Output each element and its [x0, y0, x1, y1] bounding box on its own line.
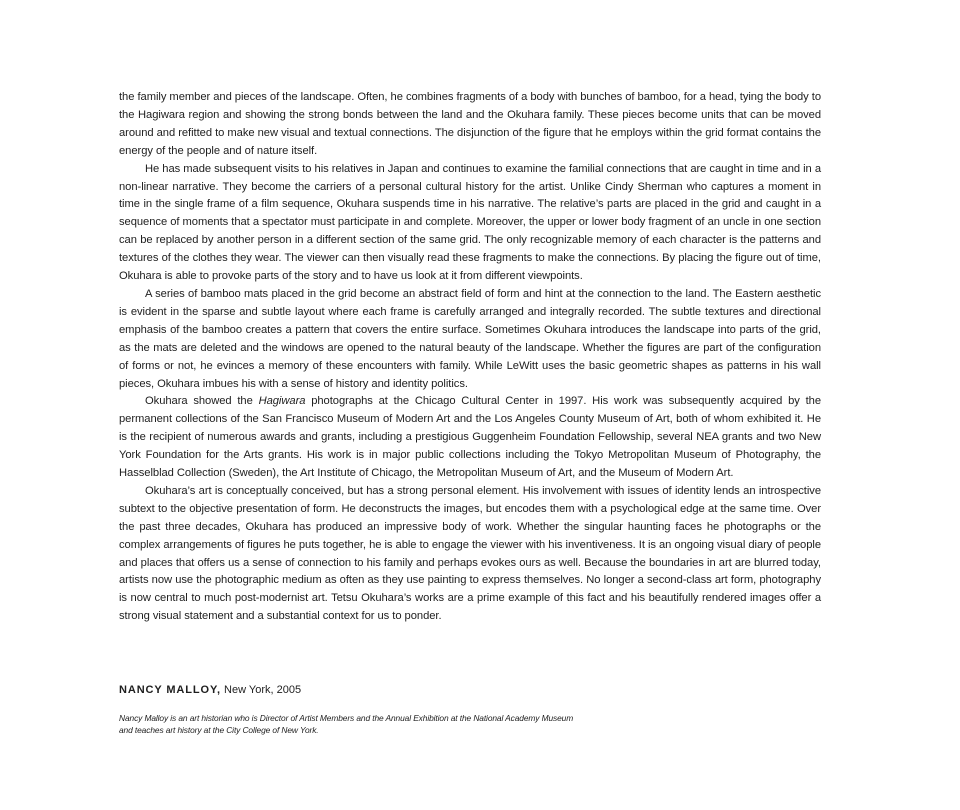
- essay-paragraph: [119, 483, 821, 626]
- essay-text: [119, 89, 821, 626]
- paragraph-text: Okuhara showed the: [145, 395, 259, 408]
- essay-body: [119, 89, 821, 626]
- paragraph-text: photographs at the Chicago Cultural Center in 1997. His work was subsequently acquired by the permanent collections of the San Francisco Museum of Modern Art and the Los Angeles County Museum of Art, both of whom exhibited it. He is the recipient of numerous awards and grants, including a prestigious Guggenheim Foundation Fellowship, several NEA grants and two New York Foundation for the Arts grants. His work is in major public collections including the Tokyo Metropolitan Museum of Photography, the Hasselblad Collection (Sweden), the Art Institute of Chicago, the Metropolitan Museum of Art, and the Museum of Modern Art.: [119, 395, 821, 480]
- essay-paragraph: [119, 393, 821, 483]
- italic-title: Hagiwara: [258, 395, 306, 408]
- place-date: New York, 2005: [220, 684, 302, 696]
- paragraph-text: He has made subsequent visits to his relatives in Japan and continues to examine the familial connections that are caught in time and in a non-linear narrative. They become the carriers of a personal cultural history for the artist. Unlike Cindy Sherman who captures a moment in time in the single frame of a film sequence, Okuhara suspends time in his narrative. The relative’s parts are placed in the grid and caught in a sequence of moments that a spectator must participate in and complete. Moreover, the upper or lower body fragment of an uncle in one section can be replaced by another person in a different section of the same grid. The only recognizable memory of each character is the patterns and textures of the clothes they wear. The viewer can then visually read these fragments to make the connections. By placing the figure out of time, Okuhara is able to provoke parts of the story and to have us look at it from different viewpoints.: [119, 162, 821, 283]
- author-bio: [119, 712, 679, 737]
- essay-paragraph: [119, 286, 821, 393]
- essay-paragraph: [119, 89, 821, 161]
- paragraph-text: Okuhara’s art is conceptually conceived, but has a strong personal element. His involvement with issues of identity lends an introspective subtext to the objective presentation of form. He deconstructs the images, but encodes them with a psychological edge at the same time. Over the past three decades, Okuhara has produced an impressive body of work. Whether the singular haunting faces he photographs or the complex arrangements of figures he puts together, he is able to engage the viewer with his inventiveness. It is an ongoing visual diary of people and places that offers us a sense of connection to his family and perhaps evokes ours as well. Because the boundaries in art are blurred today, artists now use the photographic medium as often as they use painting to express themselves. No longer a second-class art form, photography is now central to much post-modernist art. Tetsu Okuhara’s works are a prime example of this fact and his beautifully rendered images offer a strong visual statement and a substantial context for us to ponder.: [119, 484, 821, 623]
- bio-line: Nancy Malloy is an art historian who is Director of Artist Members and the Annual Exhibition at the National Academy Museum: [119, 713, 574, 723]
- author-signature: [119, 682, 301, 698]
- bio-line: and teaches art history at the City College of New York.: [119, 725, 319, 736]
- essay-paragraph: [119, 161, 821, 286]
- paragraph-text: A series of bamboo mats placed in the grid become an abstract field of form and hint at the connection to the land. The Eastern aesthetic is evident in the sparse and subtle layout where each frame is carefully arranged and integrally recorded. The subtle textures and directional emphasis of the bamboo creates a pattern that covers the entire surface. Sometimes Okuhara introduces the landscape into parts of the grid, as the mats are deleted and the windows are opened to the natural beauty of the landscape. Whether the figures are part of the configuration of forms or not, he evinces a memory of these encounters with family. While LeWitt uses the basic geometric shapes as patterns in his wall pieces, Okuhara imbues his with a sense of history and identity politics.: [119, 287, 821, 390]
- author-name: NANCY MALLOY,: [119, 684, 221, 696]
- paragraph-text: the family member and pieces of the landscape. Often, he combines fragments of a body with bunches of bamboo, for a head, tying the body to the Hagiwara region and showing the strong bonds between the land and the Okuhara family. These pieces become units that can be moved around and refitted to make new visual and textual connections. The disjunction of the figure that he employs within the grid format contains the energy of the people and of nature itself.: [119, 91, 822, 157]
